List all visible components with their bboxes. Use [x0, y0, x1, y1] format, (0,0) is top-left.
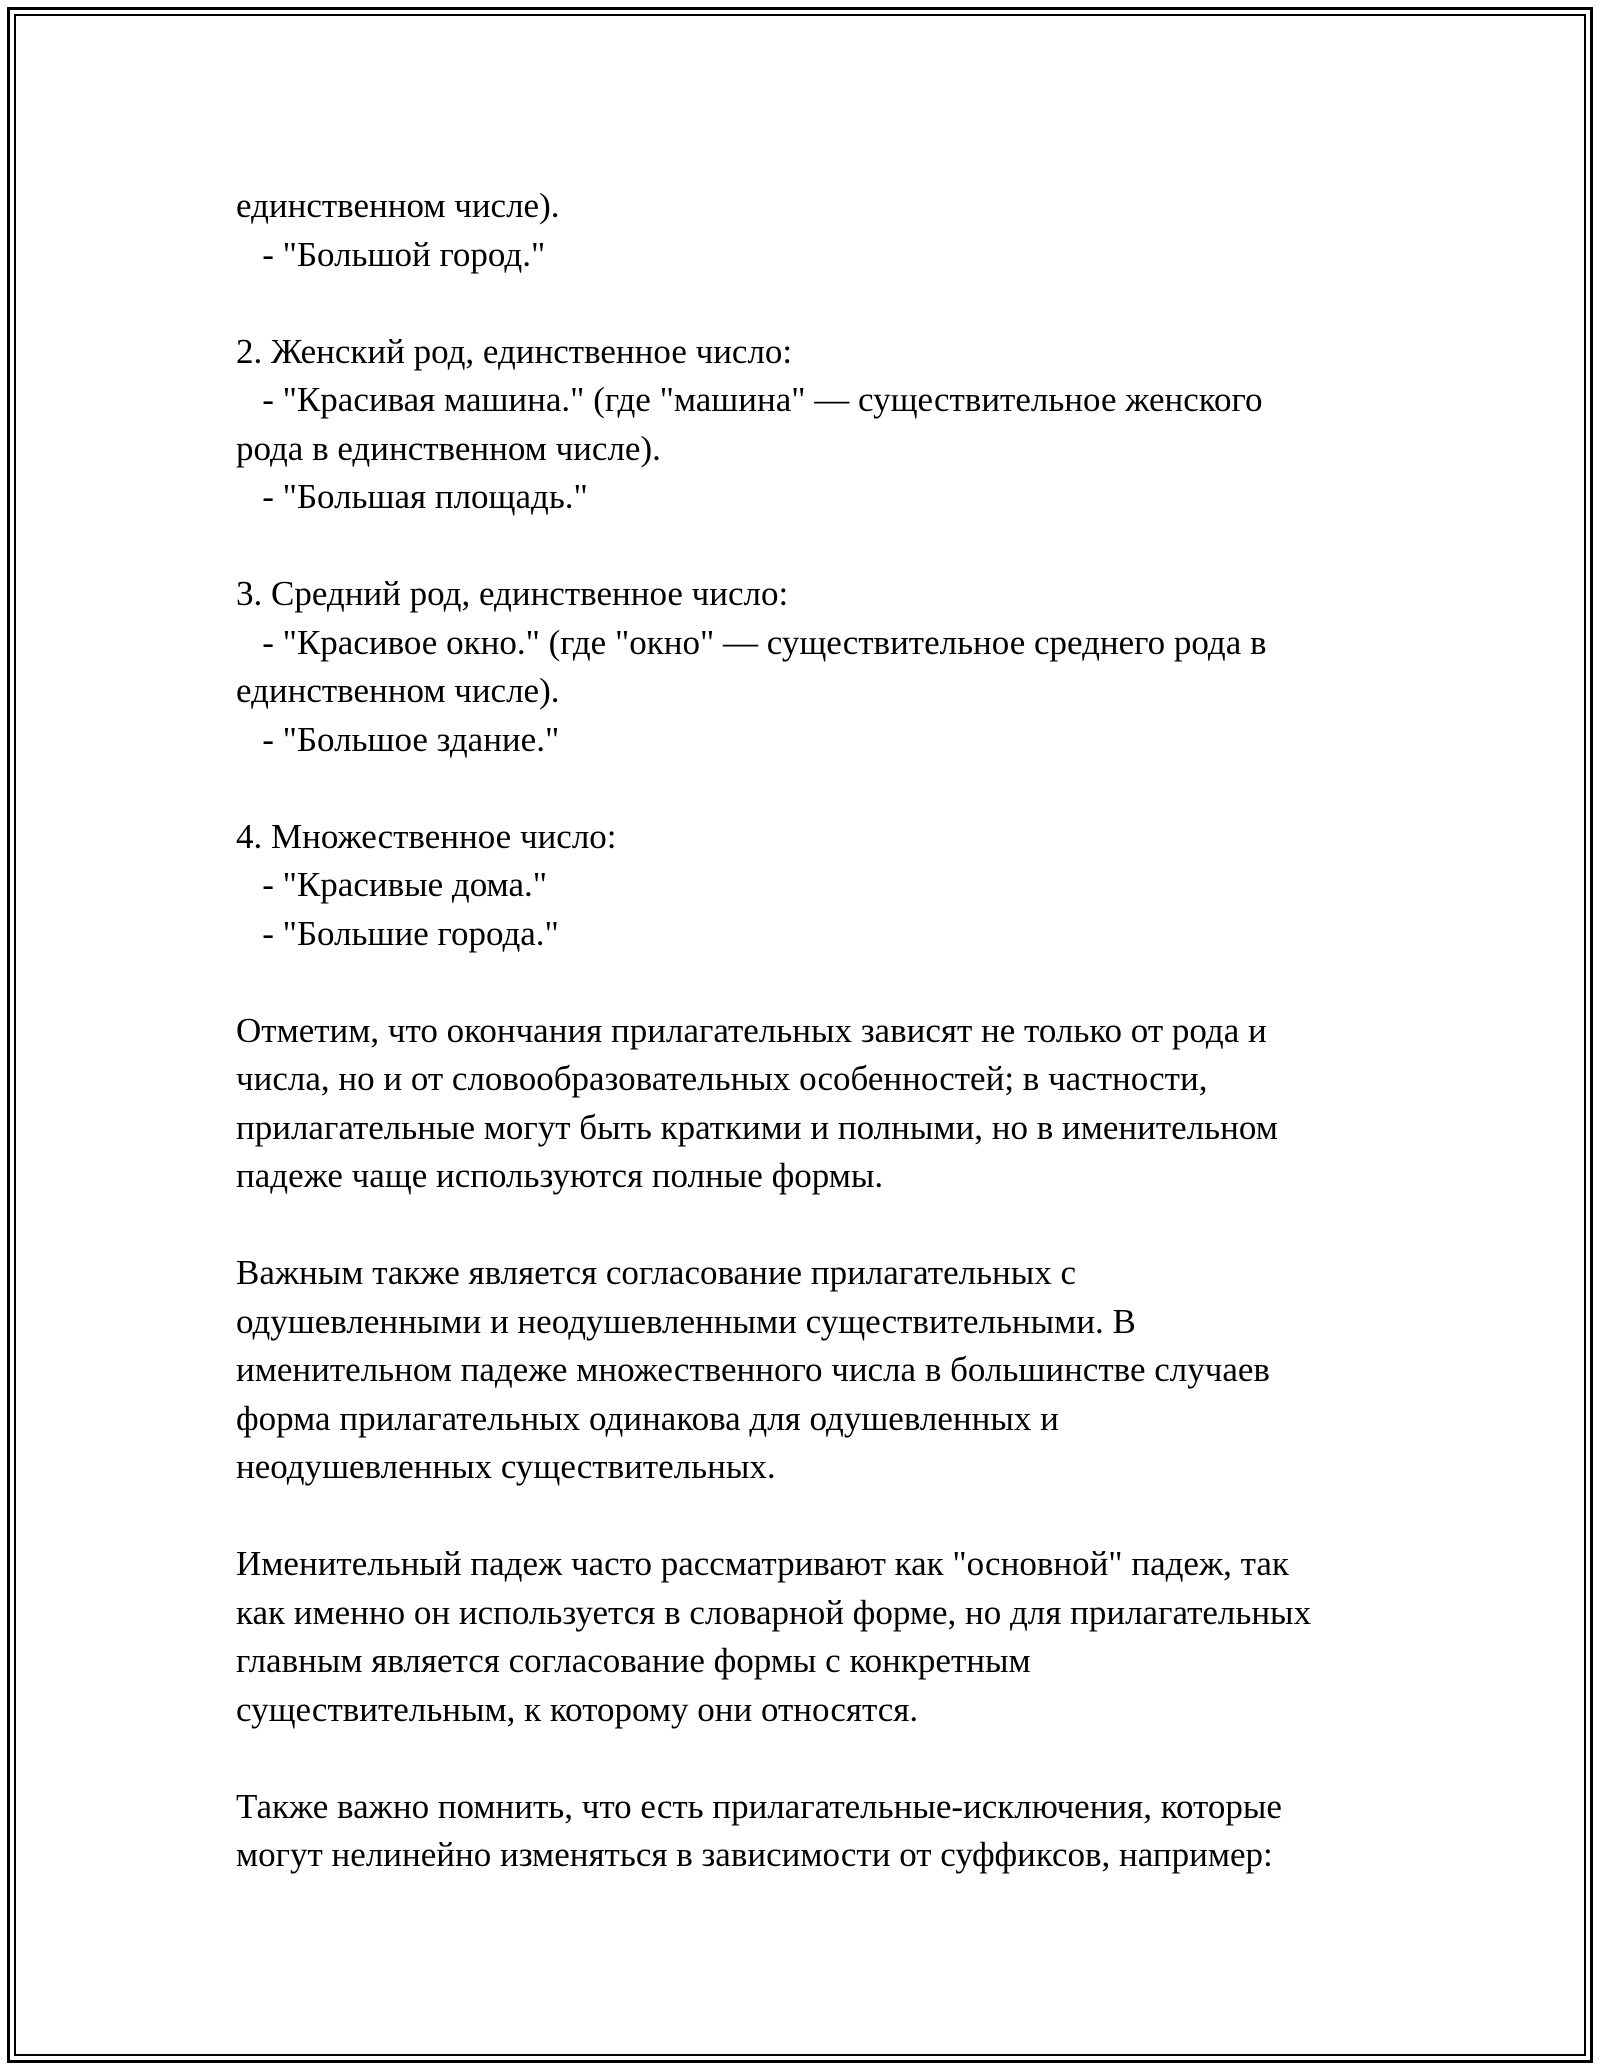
- text-line: - "Красивое окно." (где "окно" — существительное среднего рода в: [236, 622, 1267, 662]
- text-line: одушевленными и неодушевленными существительными. В: [236, 1301, 1136, 1341]
- text-line: падеже чаще используются полные формы.: [236, 1156, 884, 1195]
- text-line: Отметим, что окончания прилагательных зависят не только от рода и: [236, 1010, 1267, 1050]
- text-line: единственном числе).: [236, 671, 560, 710]
- blank-line: [236, 1201, 1396, 1250]
- blank-line: [236, 1492, 1396, 1541]
- text-line: - "Большие города.": [236, 913, 559, 953]
- text-line: - "Красивые дома.": [236, 865, 548, 904]
- text-line: Именительный падеж часто рассматривают как "основной" падеж, так: [236, 1544, 1289, 1583]
- text-line: могут нелинейно изменяться в зависимости от суффиксов, например:: [236, 1835, 1273, 1874]
- blank-line: [236, 764, 1396, 813]
- blank-line: [236, 958, 1396, 1007]
- blank-line: [236, 279, 1396, 328]
- blank-line: [236, 522, 1396, 571]
- text-line: - "Большая площадь.": [236, 477, 588, 516]
- text-line: 2. Женский род, единственное число:: [236, 331, 793, 371]
- text-line: 4. Множественное число:: [236, 816, 617, 856]
- document-body: [236, 182, 1396, 1880]
- text-line: Важным также является согласование прилагательных с: [236, 1253, 1077, 1292]
- text-line: именительном падеже множественного числа в большинстве случаев: [236, 1350, 1270, 1389]
- text-line: существительным, к которому они относятся.: [236, 1689, 919, 1729]
- text-line: - "Красивая машина." (где "машина" — существительное женского: [236, 380, 1263, 419]
- text-line: числа, но и от словообразовательных особенностей; в частности,: [236, 1059, 1208, 1098]
- text-line: рода в единственном числе).: [236, 428, 661, 468]
- blank-line: [236, 1734, 1396, 1783]
- text-line: Также важно помнить, что есть прилагательные-исключения, которые: [236, 1786, 1282, 1826]
- text-line: 3. Средний род, единственное число:: [236, 574, 789, 613]
- text-line: единственном числе).: [236, 186, 560, 225]
- text-line: - "Большое здание.": [236, 719, 560, 759]
- text-line: как именно он используется в словарной форме, но для прилагательных: [236, 1592, 1312, 1632]
- text-line: прилагательные могут быть краткими и полными, но в именительном: [236, 1107, 1278, 1147]
- text-line: форма прилагательных одинакова для одушевленных и: [236, 1398, 1059, 1438]
- text-line: главным является согласование формы с конкретным: [236, 1641, 1031, 1680]
- text-line: неодушевленных существительных.: [236, 1447, 776, 1486]
- text-line: - "Большой город.": [236, 234, 546, 274]
